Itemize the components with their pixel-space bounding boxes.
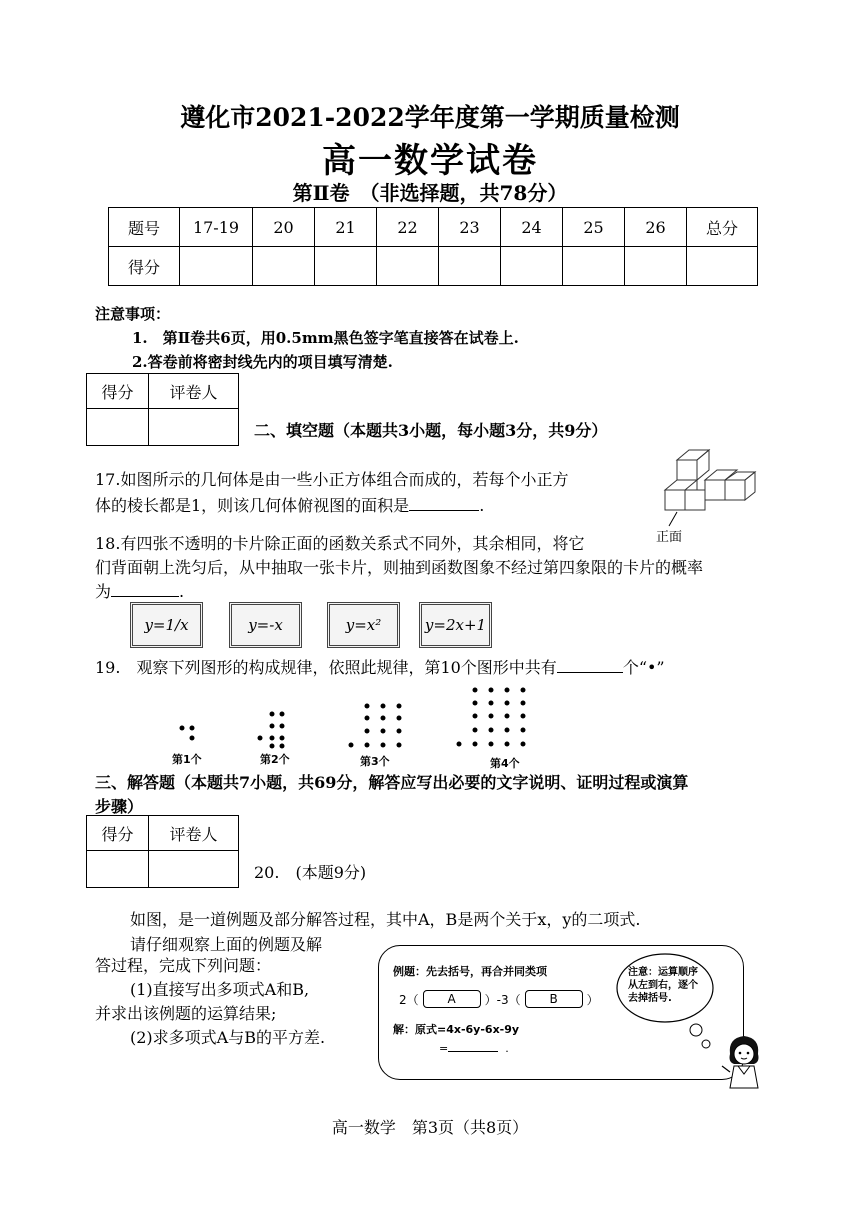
exam-subtitle: 高一数学试卷 xyxy=(322,141,538,181)
example-expression xyxy=(399,990,599,1008)
cartoon-girl-icon xyxy=(720,1032,768,1092)
grader-box xyxy=(86,815,239,888)
q19-answer-blank xyxy=(557,672,623,673)
section3-title: 三、解答题（本题共7小题，共69分，解答应写出必要的文字说明、证明过程或演算 xyxy=(95,773,689,792)
score-header-cell: 总分 xyxy=(687,208,758,247)
q20-line4: (1)直接写出多项式A和B, xyxy=(130,980,310,999)
grader-box xyxy=(86,373,239,446)
q20-line3: 答过程，完成下列问题： xyxy=(95,956,272,975)
score-cell xyxy=(180,247,253,286)
dot-pattern-4 xyxy=(455,684,535,758)
score-header-cell: 26 xyxy=(625,208,687,247)
grader-name-cell xyxy=(149,409,239,446)
score-header-cell: 24 xyxy=(501,208,563,247)
note-item: 2.答卷前将密封线先内的项目填写清楚. xyxy=(132,353,393,371)
expr-part: ） xyxy=(586,992,599,1007)
q18-answer-blank xyxy=(111,596,179,597)
q20-line6: (2)求多项式A与B的平方差. xyxy=(130,1028,326,1047)
score-header-cell: 题号 xyxy=(109,208,180,247)
dot-label: 第2个 xyxy=(260,753,290,766)
score-cell xyxy=(625,247,687,286)
dot-label: 第4个 xyxy=(490,757,520,770)
q20-line1: 如图，是一道例题及部分解答过程，其中A，B是两个关于x，y的二项式. xyxy=(130,910,641,929)
q18-line1: 18.有四张不透明的卡片除正面的函数关系式不同外，其余相同，将它 xyxy=(95,534,585,553)
box-a: A xyxy=(423,990,481,1008)
q20-line5: 并求出该例题的运算结果; xyxy=(95,1004,277,1023)
exam-title: 遵化市2021-2022学年度第一学期质量检测 xyxy=(180,103,680,132)
dot-label: 第1个 xyxy=(172,753,202,766)
note-line: 去掉括号. xyxy=(628,993,672,1004)
function-card xyxy=(419,602,492,648)
score-cell xyxy=(439,247,501,286)
score-header-cell: 23 xyxy=(439,208,501,247)
q18-period: . xyxy=(179,582,185,601)
grader-score-cell xyxy=(87,851,149,888)
q18-text: 为 xyxy=(95,582,112,601)
front-view-label: 正面 xyxy=(656,530,683,545)
score-table-header-row xyxy=(109,208,758,247)
example-solution: 解：原式=4x-6y-6x-9y xyxy=(393,1023,520,1036)
notes-title: 注意事项： xyxy=(95,305,171,323)
score-header-cell: 17-19 xyxy=(180,208,253,247)
dot-label: 第3个 xyxy=(360,755,390,768)
section-heading: 第Ⅱ卷 （非选择题，共78分） xyxy=(292,181,568,205)
grader-name-label: 评卷人 xyxy=(149,816,239,851)
q19-text: 19. 观察下列图形的构成规律，依照此规律，第10个图形中共有 xyxy=(95,658,557,677)
q17-answer-blank xyxy=(409,510,479,511)
q17-text: 体的棱长都是1，则该几何体俯视图的面积是 xyxy=(95,496,410,515)
note-line: 从左到右，逐个 xyxy=(628,980,698,991)
q20-line2: 请仔细观察上面的例题及解 xyxy=(130,935,323,954)
function-card xyxy=(229,602,302,648)
card-formula: y=-x xyxy=(248,616,283,634)
score-cell xyxy=(563,247,625,286)
note-line: 注意：运算顺序 xyxy=(628,967,698,978)
function-card xyxy=(327,602,400,648)
score-cell xyxy=(377,247,439,286)
q19-end: 个“•” xyxy=(622,658,665,677)
score-cell xyxy=(501,247,563,286)
card-formula: y=1/x xyxy=(144,616,189,634)
score-header-cell: 25 xyxy=(563,208,625,247)
page-footer: 高一数学 第3页（共8页） xyxy=(331,1118,529,1137)
grader-name-cell xyxy=(149,851,239,888)
q17-line1: 17.如图所示的几何体是由一些小正方体组合而成的，若每个小正方 xyxy=(95,470,569,489)
result-period: . xyxy=(505,1042,509,1055)
grader-score-label: 得分 xyxy=(87,816,149,851)
example-heading: 例题：先去括号，再合并同类项 xyxy=(393,965,547,978)
card-formula: y=x² xyxy=(345,616,382,634)
grader-score-cell xyxy=(87,409,149,446)
score-cell xyxy=(687,247,758,286)
function-card xyxy=(130,602,203,648)
expr-part: 2（ xyxy=(399,992,419,1007)
q18-line2: 们背面朝上洗匀后，从中抽取一张卡片，则抽到函数图象不经过第四象限的卡片的概率 xyxy=(95,558,704,577)
example-result-line xyxy=(439,1042,509,1055)
result-blank xyxy=(448,1051,498,1052)
score-header-cell: 21 xyxy=(315,208,377,247)
score-row-label: 得分 xyxy=(109,247,180,286)
section3-title-cont: 步骤） xyxy=(95,797,144,816)
score-table xyxy=(108,207,758,286)
expr-part: ）-3（ xyxy=(484,992,521,1007)
q20-title: 20. (本题9分) xyxy=(254,863,367,882)
section2-title: 二、填空题（本题共3小题，每小题3分，共9分） xyxy=(254,421,608,440)
score-header-cell: 20 xyxy=(253,208,315,247)
grader-score-label: 得分 xyxy=(87,374,149,409)
q19-line xyxy=(95,655,665,681)
score-header-cell: 22 xyxy=(377,208,439,247)
score-table-score-row xyxy=(109,247,758,286)
score-cell xyxy=(315,247,377,286)
card-formula: y=2x+1 xyxy=(424,616,487,634)
grader-name-label: 评卷人 xyxy=(149,374,239,409)
q17-period: . xyxy=(479,496,485,515)
equals-sign: = xyxy=(439,1042,449,1055)
score-cell xyxy=(253,247,315,286)
note-bubble-text xyxy=(628,966,698,1005)
box-b: B xyxy=(525,990,583,1008)
note-item: 1. 第Ⅱ卷共6页，用0.5mm黑色签字笔直接答在试卷上. xyxy=(132,329,519,347)
q17-line2 xyxy=(95,493,484,519)
